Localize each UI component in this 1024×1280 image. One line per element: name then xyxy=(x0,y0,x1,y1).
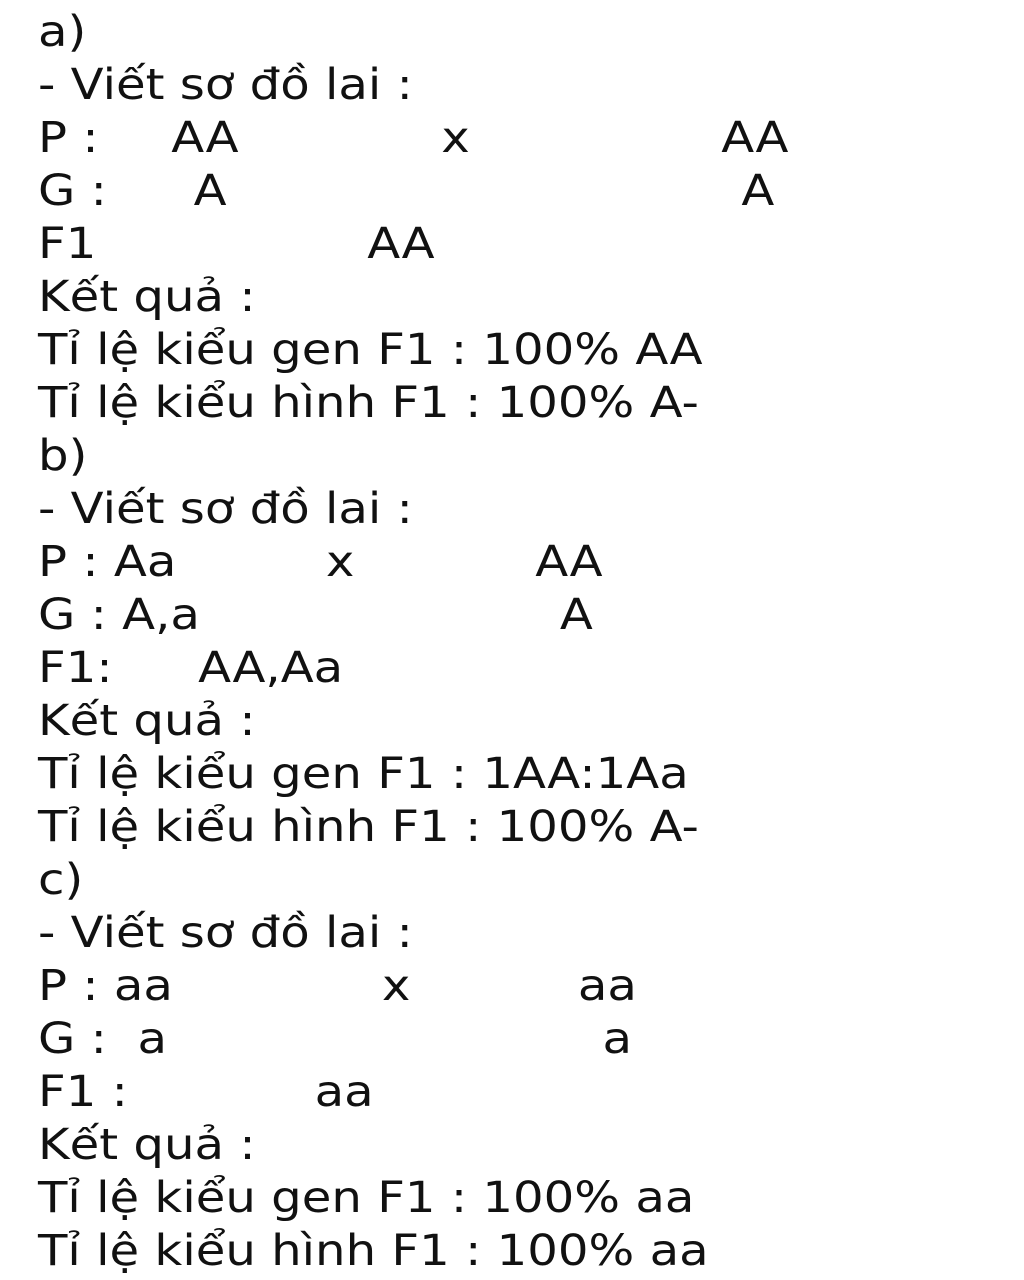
g-gamete2: A xyxy=(741,166,775,216)
p-parent2: aa xyxy=(577,961,637,1011)
section-c-heading xyxy=(0,907,1024,960)
section-c-p-row xyxy=(0,960,1024,1013)
result-label: Kết quả : xyxy=(38,1120,256,1170)
phenotype-ratio: Tỉ lệ kiểu hình F1 : 100% A- xyxy=(38,378,699,428)
cross-diagram-heading: - Viết sơ đồ lai : xyxy=(38,484,413,534)
f1-label: F1 xyxy=(38,219,97,269)
p-parent2: AA xyxy=(535,537,603,587)
section-c-genotype-ratio xyxy=(0,1172,1024,1225)
section-c-phenotype-ratio xyxy=(0,1225,1024,1278)
result-label: Kết quả : xyxy=(38,272,256,322)
genotype-ratio: Tỉ lệ kiểu gen F1 : 1AA:1Aa xyxy=(38,749,689,799)
section-label: b) xyxy=(38,431,88,481)
section-b-heading xyxy=(0,483,1024,536)
section-a-genotype-ratio xyxy=(0,324,1024,377)
section-b-p-row xyxy=(0,536,1024,589)
cross-symbol: x xyxy=(441,113,470,163)
p-label: P : aa xyxy=(38,961,173,1011)
result-label: Kết quả : xyxy=(38,696,256,746)
section-b-genotype-ratio xyxy=(0,748,1024,801)
section-label: c) xyxy=(38,855,84,905)
g-label: G : A,a xyxy=(38,590,200,640)
phenotype-ratio: Tỉ lệ kiểu hình F1 : 100% aa xyxy=(38,1226,709,1276)
section-c-f1-row xyxy=(0,1066,1024,1119)
f1-label: F1: xyxy=(38,643,113,693)
genotype-ratio: Tỉ lệ kiểu gen F1 : 100% aa xyxy=(38,1173,695,1223)
genotype-ratio: Tỉ lệ kiểu gen F1 : 100% AA xyxy=(38,325,703,375)
f1-value: AA xyxy=(367,219,435,269)
section-a-phenotype-ratio xyxy=(0,377,1024,430)
section-c-label xyxy=(0,854,1024,907)
section-b-f1-row xyxy=(0,642,1024,695)
g-gamete2: a xyxy=(602,1014,633,1064)
p-label: P : Aa xyxy=(38,537,177,587)
section-c-result-label xyxy=(0,1119,1024,1172)
section-c-g-row xyxy=(0,1013,1024,1066)
f1-value: aa xyxy=(314,1067,374,1117)
section-b-g-row xyxy=(0,589,1024,642)
section-a-label xyxy=(0,6,1024,59)
f1-label: F1 : xyxy=(38,1067,128,1117)
section-a-p-row xyxy=(0,112,1024,165)
phenotype-ratio: Tỉ lệ kiểu hình F1 : 100% A- xyxy=(38,802,699,852)
g-gamete1: A xyxy=(193,166,227,216)
section-label: a) xyxy=(38,7,87,57)
section-b-result-label xyxy=(0,695,1024,748)
section-a-g-row xyxy=(0,165,1024,218)
section-a-f1-row xyxy=(0,218,1024,271)
cross-symbol: x xyxy=(381,961,411,1011)
g-gamete2: A xyxy=(559,590,593,640)
f1-value: AA,Aa xyxy=(198,643,344,693)
cross-diagram-heading: - Viết sơ đồ lai : xyxy=(38,908,413,958)
p-parent1: AA xyxy=(171,113,239,163)
section-a-heading xyxy=(0,59,1024,112)
p-parent2: AA xyxy=(721,113,789,163)
g-label: G : a xyxy=(38,1014,167,1064)
cross-diagram-heading: - Viết sơ đồ lai : xyxy=(38,60,413,110)
cross-symbol: x xyxy=(325,537,355,587)
p-label: P : xyxy=(38,113,99,163)
g-label: G : xyxy=(38,166,107,216)
section-b-label xyxy=(0,430,1024,483)
section-a-result-label xyxy=(0,271,1024,324)
section-b-phenotype-ratio xyxy=(0,801,1024,854)
